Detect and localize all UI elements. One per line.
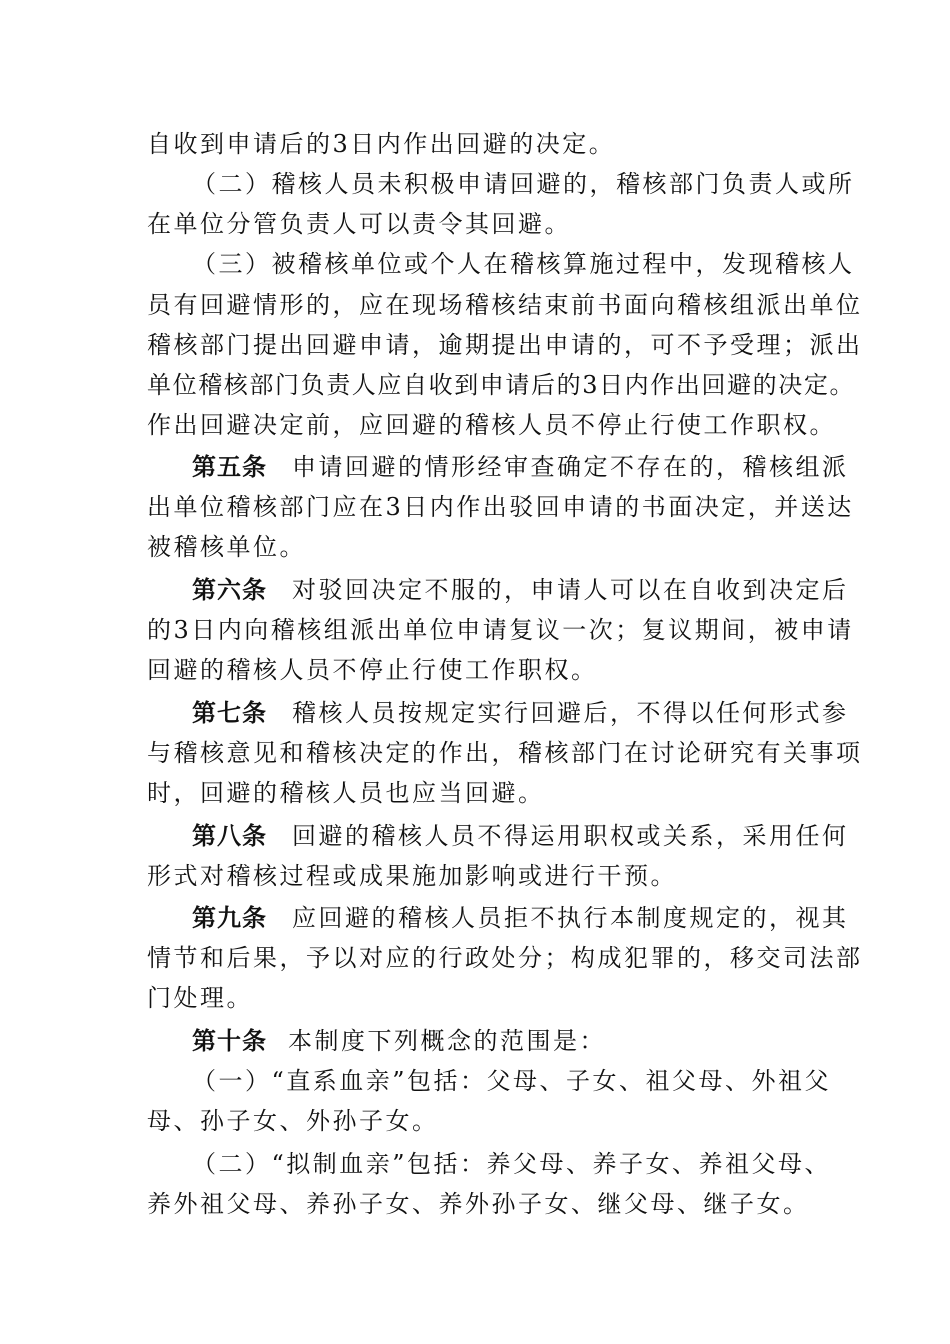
article-heading: 第十条 — [192, 1026, 267, 1055]
text-line — [0, 530, 950, 564]
text-line — [0, 1147, 950, 1181]
article-line — [0, 819, 950, 853]
line-text: 作出回避决定前，应回避的稽核人员不停止行使工作职权。 — [147, 411, 836, 439]
text-line — [0, 653, 950, 687]
text-line — [0, 288, 950, 322]
line-text: 与稽核意见和稽核决定的作出，稽核部门在讨论研究有关事项 — [147, 739, 863, 767]
line-text: （一）“直系血亲”包括：父母、子女、祖父母、外祖父 — [192, 1067, 832, 1095]
article-line — [0, 573, 950, 607]
line-text: 形式对稽核过程或成果施加影响或进行干预。 — [147, 862, 677, 890]
article-heading: 第九条 — [192, 903, 267, 932]
line-text: 情节和后果，予以对应的行政处分；构成犯罪的，移交司法部 — [147, 944, 863, 972]
line-text: 养外祖父母、养孙子女、养外孙子女、继父母、继子女。 — [147, 1190, 810, 1218]
text-line — [0, 490, 950, 524]
line-text: 应回避的稽核人员拒不执行本制度规定的，视其 — [292, 904, 849, 932]
line-text: （二）稽核人员未积极申请回避的，稽核部门负责人或所 — [192, 170, 855, 198]
line-text: 回避的稽核人员不得运用职权或关系，采用任何 — [292, 822, 849, 850]
line-text: 对驳回决定不服的，申请人可以在自收到决定后 — [292, 576, 849, 604]
text-line — [0, 736, 950, 770]
line-text: 的3日内向稽核组派出单位申请复议一次；复议期间，被申请 — [147, 616, 854, 644]
article-heading: 第八条 — [192, 821, 267, 850]
text-line — [0, 1187, 950, 1221]
line-text: （二）“拟制血亲”包括：养父母、养子女、养祖父母、 — [192, 1150, 832, 1178]
text-line — [0, 368, 950, 402]
text-line — [0, 859, 950, 893]
text-line — [0, 1104, 950, 1138]
line-text: 自收到申请后的3日内作出回避的决定。 — [147, 130, 616, 158]
text-line — [0, 613, 950, 647]
line-text: 回避的稽核人员不停止行使工作职权。 — [147, 656, 598, 684]
article-line — [0, 450, 950, 484]
text-line — [0, 408, 950, 442]
text-line — [0, 1064, 950, 1098]
text-line — [0, 776, 950, 810]
line-text: 母、孙子女、外孙子女。 — [147, 1107, 439, 1135]
line-text: 稽核部门提出回避申请，逾期提出申请的，可不予受理；派出 — [147, 331, 863, 359]
line-text: 单位稽核部门负责人应自收到申请后的3日内作出回避的决定。 — [147, 371, 856, 399]
line-text: 被稽核单位。 — [147, 533, 306, 561]
line-text: 申请回避的情形经审查确定不存在的，稽核组派 — [292, 453, 849, 481]
text-line — [0, 167, 950, 201]
article-heading: 第六条 — [192, 575, 267, 604]
line-text: 在单位分管负责人可以责令其回避。 — [147, 210, 571, 238]
text-line — [0, 207, 950, 241]
article-line — [0, 696, 950, 730]
line-text: 本制度下列概念的范围是： — [288, 1027, 606, 1055]
line-text: 时，回避的稽核人员也应当回避。 — [147, 779, 545, 807]
article-heading: 第五条 — [192, 452, 267, 481]
text-line — [0, 328, 950, 362]
text-line — [0, 941, 950, 975]
article-heading: 第七条 — [192, 698, 267, 727]
article-line — [0, 1024, 950, 1058]
line-text: （三）被稽核单位或个人在稽核算施过程中，发现稽核人 — [192, 250, 855, 278]
line-text: 员有回避情形的，应在现场稽核结束前书面向稽核组派出单位 — [147, 291, 863, 319]
article-line — [0, 901, 950, 935]
text-line — [0, 127, 950, 161]
text-line — [0, 981, 950, 1015]
line-text: 稽核人员按规定实行回避后，不得以任何形式参 — [292, 699, 849, 727]
line-text: 门处理。 — [147, 984, 253, 1012]
text-line — [0, 247, 950, 281]
line-text: 出单位稽核部门应在3日内作出驳回申请的书面决定，并送达 — [147, 493, 854, 521]
